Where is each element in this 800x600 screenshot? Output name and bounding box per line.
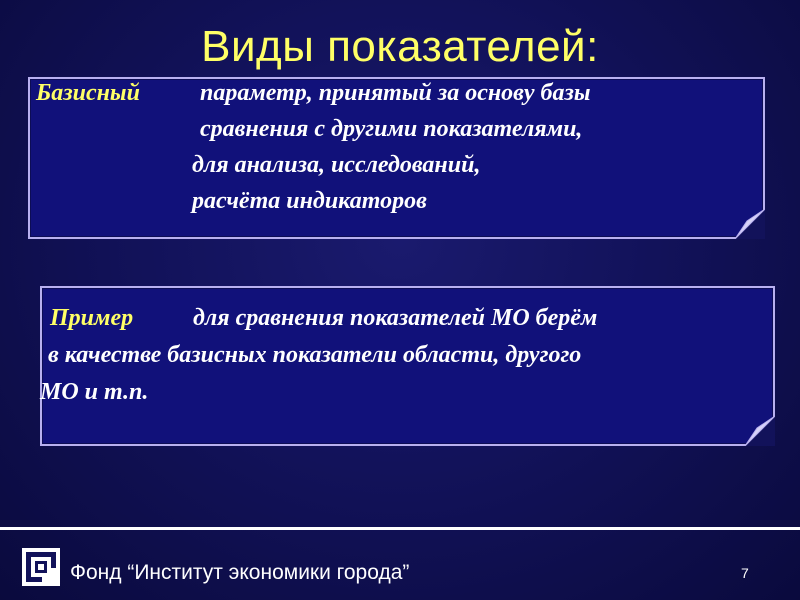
footer-organization: Фонд “Институт экономики города” — [70, 561, 410, 584]
example-line-2: в качестве базисных показатели области, другого — [48, 342, 582, 368]
page-number: 7 — [741, 565, 749, 581]
example-line-3: МО и т.п. — [40, 379, 149, 405]
example-term: Пример — [50, 305, 134, 331]
folded-corner-icon — [745, 416, 775, 446]
definition-line-4: расчёта индикаторов — [192, 188, 427, 214]
definition-line-2: сравнения с другими показателями, — [200, 116, 583, 142]
definition-line-3: для анализа, исследований, — [192, 152, 481, 178]
slide-title: Виды показателей: — [201, 22, 599, 71]
footer-divider — [0, 527, 800, 530]
example-line-1: для сравнения показателей МО берём — [193, 305, 598, 331]
folded-corner-icon — [735, 209, 765, 239]
fund-logo-icon — [22, 548, 60, 586]
definition-term: Базисный — [36, 80, 140, 106]
definition-line-1: параметр, принятый за основу базы — [200, 80, 591, 106]
